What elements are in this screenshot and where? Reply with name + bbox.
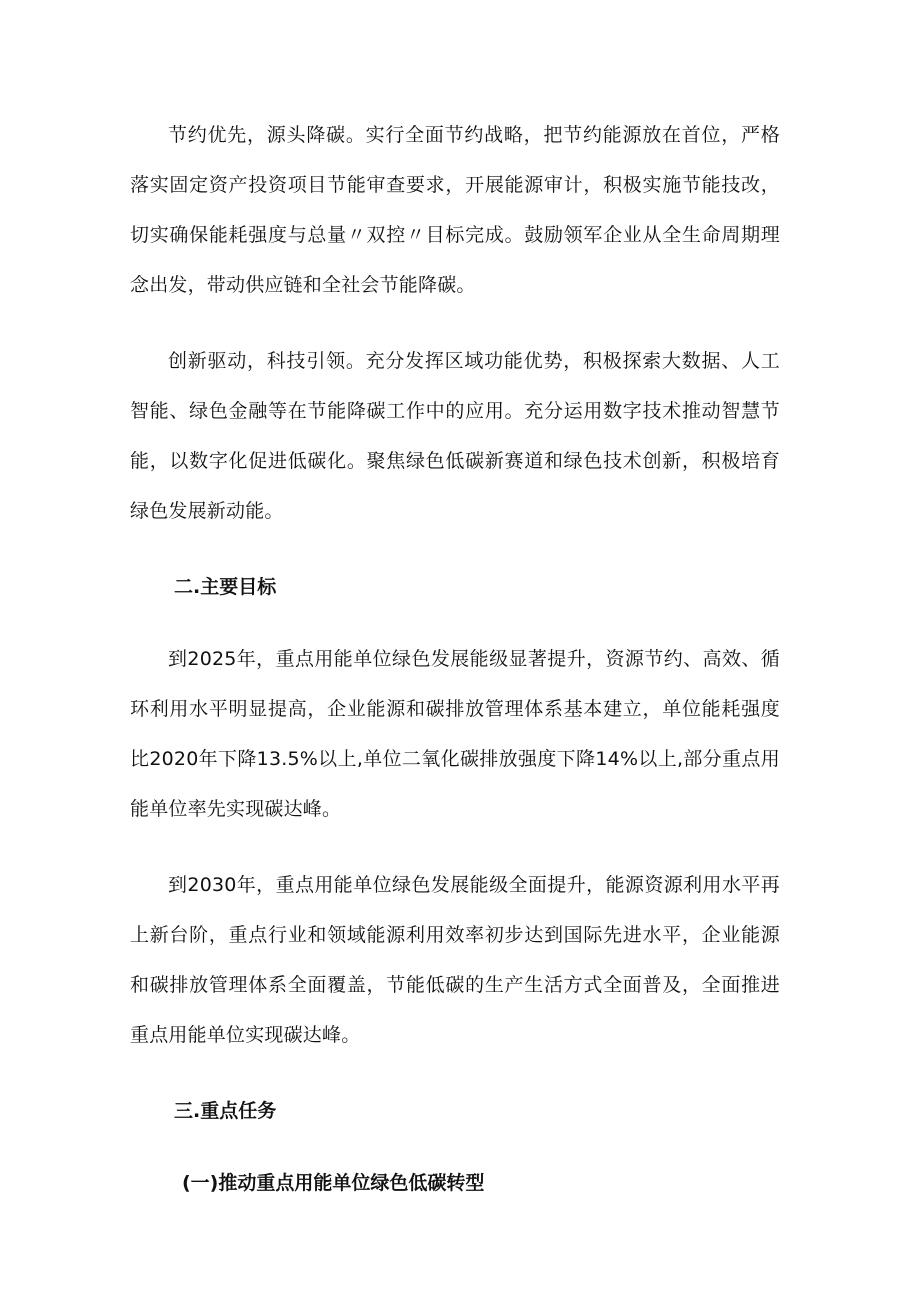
paragraph-goal-2030: 到2030年，重点用能单位绿色发展能级全面提升，能源资源利用水平再上新台阶，重点行业和领域能源利用效率初步达到国际先进水平，企业能源和碳排放管理体系全面覆盖，节能低碳的生产生活方式全面普及，全面推进重点用能单位实现碳达峰。	[130, 874, 780, 1046]
paragraph-saving-first: 节约优先，源头降碳。实行全面节约战略，把节约能源放在首位，严格落实固定资产投资项目节能审查要求，开展能源审计，积极实施节能技改，切实确保能耗强度与总量〃双控〃目标完成。鼓励领军企业从全生命周期理念出发，带动供应链和全社会节能降碳。	[130, 124, 780, 296]
section-heading-key-tasks: 三.重点任务	[174, 1100, 277, 1122]
paragraph-gap	[130, 310, 780, 336]
paragraph-gap	[130, 612, 780, 634]
subsection-heading-transition: (一)推动重点用能单位绿色低碳转型	[182, 1172, 485, 1194]
paragraph-innovation: 创新驱动，科技引领。充分发挥区域功能优势，积极探索大数据、人工智能、绿色金融等在节能降碳工作中的应用。充分运用数字技术推动智慧节能，以数字化促进低碳化。聚焦绿色低碳新赛道和绿色技术创新，积极培育绿色发展新动能。	[130, 350, 780, 522]
paragraph-gap	[130, 1060, 780, 1086]
paragraph-gap	[130, 834, 780, 860]
document-content	[130, 110, 780, 1208]
paragraph-gap	[130, 1136, 780, 1158]
paragraph-goal-2025: 到2025年，重点用能单位绿色发展能级显著提升，资源节约、高效、循环利用水平明显提高，企业能源和碳排放管理体系基本建立，单位能耗强度比2020年下降13.5%以上,单位二氧化碳排放强度下降14%以上,部分重点用能单位率先实现碳达峰。	[130, 648, 780, 820]
paragraph-gap	[130, 536, 780, 562]
section-heading-main-goals: 二.主要目标	[174, 576, 277, 598]
